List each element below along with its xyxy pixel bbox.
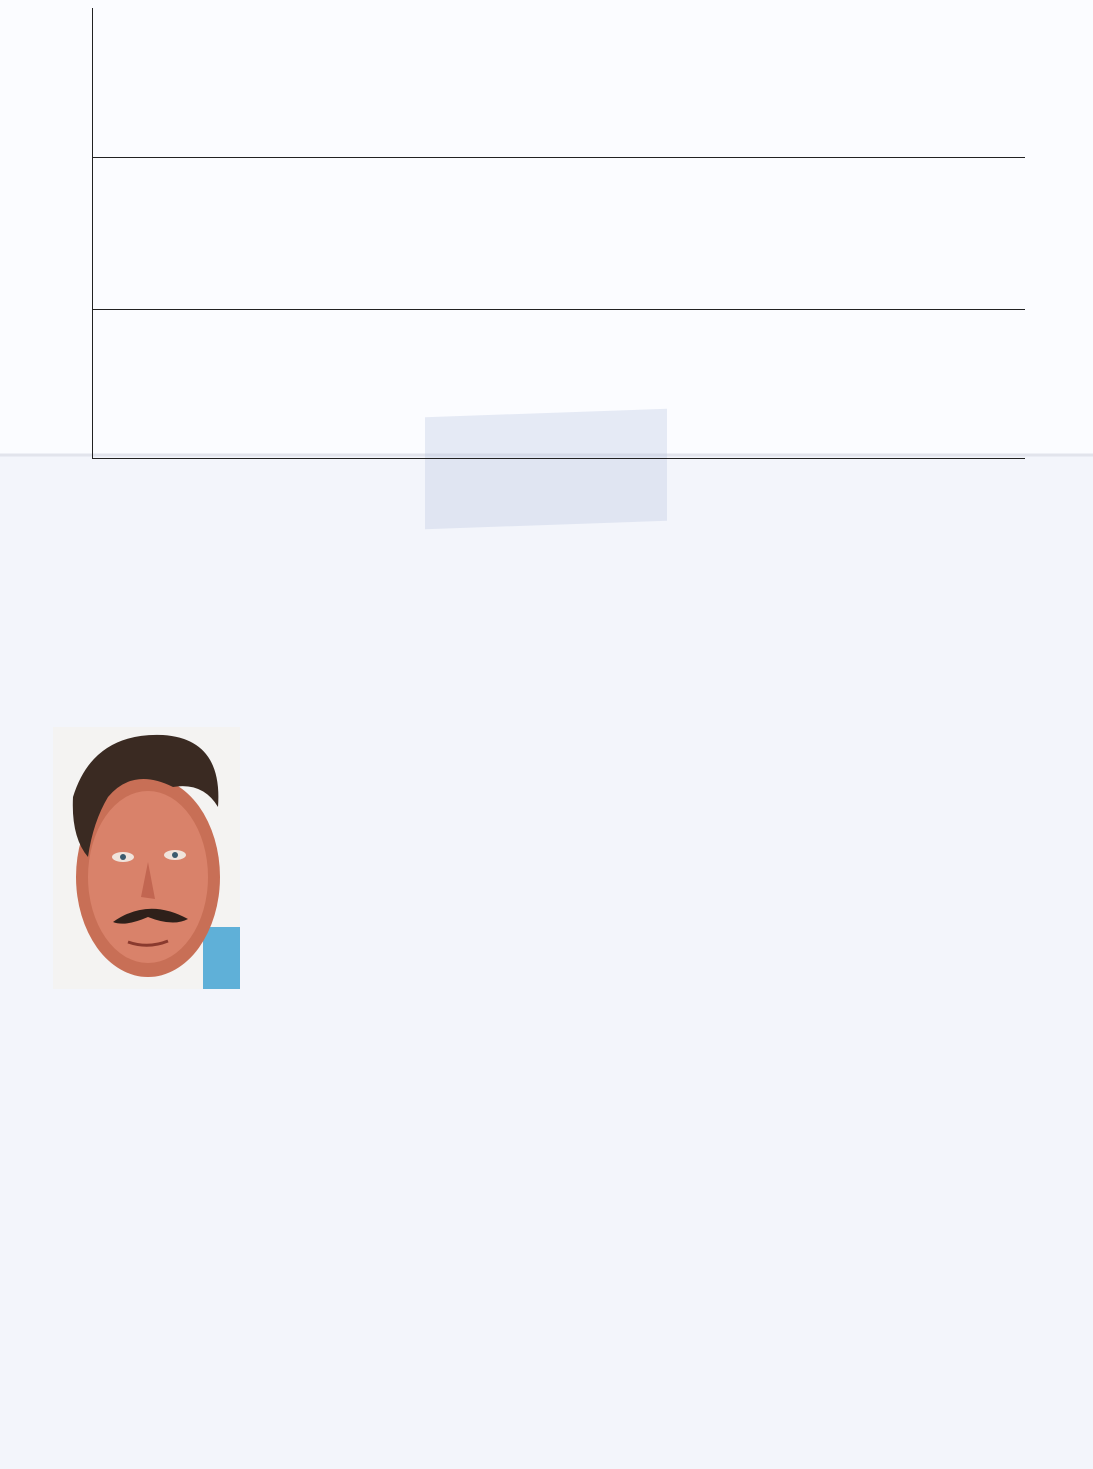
record-9: [55, 158, 1025, 310]
record-number-column: [55, 8, 93, 158]
portrait-photo: [53, 727, 240, 989]
record-number-column: [55, 310, 93, 459]
record-8: [55, 8, 1025, 158]
record-number-column: [55, 158, 93, 310]
record-10: [55, 310, 1025, 459]
record-divider: [92, 458, 1025, 459]
